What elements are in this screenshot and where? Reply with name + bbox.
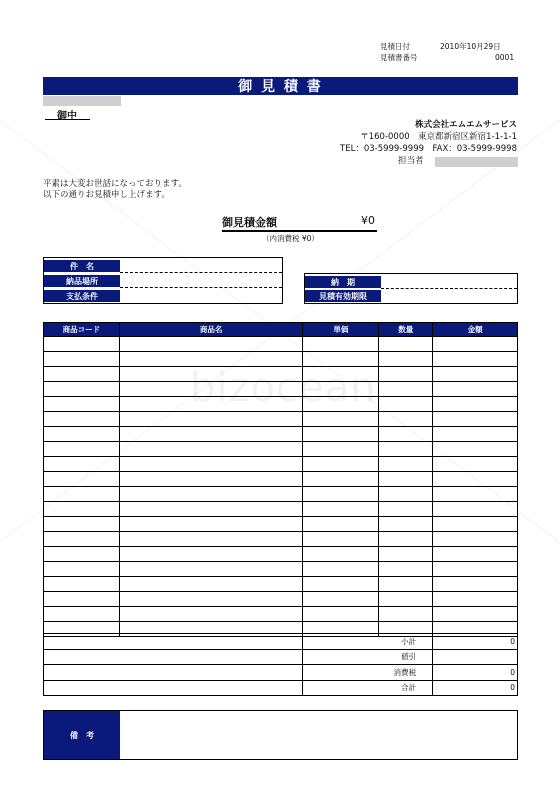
cell-quantity[interactable] — [379, 337, 433, 352]
cell-product-name[interactable] — [119, 592, 303, 607]
estimate-date-label: 見積日付 — [380, 42, 410, 51]
cell-product-code[interactable] — [44, 517, 120, 532]
cell-amount[interactable] — [433, 607, 518, 622]
person-name-field[interactable] — [435, 157, 518, 167]
cell-product-name[interactable] — [119, 547, 303, 562]
cell-product-code[interactable] — [44, 577, 120, 592]
table-row — [44, 562, 518, 577]
cell-quantity[interactable] — [379, 427, 433, 442]
tax-value: 0 — [433, 665, 518, 681]
cell-product-name[interactable] — [119, 427, 303, 442]
cell-quantity[interactable] — [379, 577, 433, 592]
cell-quantity[interactable] — [379, 592, 433, 607]
header-quantity: 数量 — [379, 323, 433, 337]
cell-amount[interactable] — [433, 457, 518, 472]
conditions-box-left — [43, 257, 283, 304]
cell-amount[interactable] — [433, 472, 518, 487]
cell-unit-price[interactable] — [303, 517, 379, 532]
total-amount-label: 御見積金額 — [222, 216, 277, 229]
cell-quantity[interactable] — [379, 547, 433, 562]
cell-product-code[interactable] — [44, 487, 120, 502]
subtotal-label: 小計 — [303, 634, 433, 650]
cell-amount[interactable] — [433, 352, 518, 367]
grand-total-value: 0 — [433, 680, 518, 696]
cell-unit-price[interactable] — [303, 592, 379, 607]
table-row — [44, 487, 518, 502]
cell-product-name[interactable] — [119, 337, 303, 352]
table-row — [44, 457, 518, 472]
validity-label: 見積有効期限 — [305, 290, 381, 302]
cell-unit-price[interactable] — [303, 547, 379, 562]
cell-amount[interactable] — [433, 487, 518, 502]
total-amount-line — [222, 214, 377, 232]
cell-product-code[interactable] — [44, 502, 120, 517]
cell-product-code[interactable] — [44, 592, 120, 607]
remarks-box — [43, 710, 518, 760]
cell-product-code[interactable] — [44, 382, 120, 397]
table-row — [44, 547, 518, 562]
table-row — [44, 532, 518, 547]
table-row — [44, 427, 518, 442]
cell-amount[interactable] — [433, 502, 518, 517]
cell-unit-price[interactable] — [303, 577, 379, 592]
grand-total-label: 合計 — [303, 680, 433, 696]
cell-product-code[interactable] — [44, 367, 120, 382]
cell-unit-price[interactable] — [303, 457, 379, 472]
table-row — [44, 442, 518, 457]
watermark: bizocean — [190, 365, 377, 411]
cell-quantity[interactable] — [379, 502, 433, 517]
discount-label: 値引 — [303, 649, 433, 665]
totals-row-tax — [44, 665, 518, 681]
totals-row-subtotal — [44, 634, 518, 650]
cell-product-name[interactable] — [119, 442, 303, 457]
cell-amount[interactable] — [433, 547, 518, 562]
cell-product-name[interactable] — [119, 472, 303, 487]
cell-unit-price[interactable] — [303, 442, 379, 457]
delivery-place-label: 納品場所 — [44, 275, 120, 287]
cell-amount[interactable] — [433, 532, 518, 547]
table-row — [44, 412, 518, 427]
table-row — [44, 472, 518, 487]
cell-quantity[interactable] — [379, 397, 433, 412]
cell-product-code[interactable] — [44, 412, 120, 427]
cell-quantity[interactable] — [379, 412, 433, 427]
cell-quantity[interactable] — [379, 517, 433, 532]
cell-amount[interactable] — [433, 592, 518, 607]
cell-unit-price[interactable] — [303, 502, 379, 517]
cell-unit-price[interactable] — [303, 472, 379, 487]
cell-product-name[interactable] — [119, 487, 303, 502]
cell-product-code[interactable] — [44, 397, 120, 412]
remarks-input[interactable] — [121, 711, 517, 759]
table-row — [44, 517, 518, 532]
cell-product-code[interactable] — [44, 562, 120, 577]
header-amount: 金額 — [433, 323, 518, 337]
table-row — [44, 607, 518, 622]
cell-quantity[interactable] — [379, 442, 433, 457]
cell-amount[interactable] — [433, 397, 518, 412]
cell-amount[interactable] — [433, 337, 518, 352]
remarks-label: 備 考 — [44, 711, 120, 759]
cell-amount[interactable] — [433, 562, 518, 577]
cell-unit-price[interactable] — [303, 487, 379, 502]
cell-product-name[interactable] — [119, 502, 303, 517]
cell-product-code[interactable] — [44, 352, 120, 367]
header-unit-price: 単価 — [303, 323, 379, 337]
totals-row-discount — [44, 649, 518, 665]
cell-amount[interactable] — [433, 577, 518, 592]
cell-product-code[interactable] — [44, 607, 120, 622]
cell-quantity[interactable] — [379, 472, 433, 487]
delivery-date-label: 納 期 — [305, 276, 381, 288]
person-label: 担当者 — [398, 156, 424, 166]
company-name: 株式会社エムエムサービス — [415, 120, 517, 130]
table-row — [44, 337, 518, 352]
header-product-name: 商品名 — [119, 323, 303, 337]
cell-quantity[interactable] — [379, 562, 433, 577]
cell-product-code[interactable] — [44, 337, 120, 352]
cell-product-code[interactable] — [44, 547, 120, 562]
subtotal-value: 0 — [433, 634, 518, 650]
table-row — [44, 592, 518, 607]
estimate-date-value: 2010年10月29日 — [440, 42, 501, 51]
cell-unit-price[interactable] — [303, 412, 379, 427]
cell-quantity[interactable] — [379, 457, 433, 472]
cell-unit-price[interactable] — [303, 562, 379, 577]
cell-amount[interactable] — [433, 442, 518, 457]
cell-unit-price[interactable] — [303, 607, 379, 622]
cell-amount[interactable] — [433, 412, 518, 427]
cell-amount[interactable] — [433, 367, 518, 382]
document-title: 御 見 積 書 — [43, 77, 518, 95]
cell-product-name[interactable] — [119, 532, 303, 547]
cell-product-name[interactable] — [119, 412, 303, 427]
estimate-number-value: 0001 — [495, 53, 515, 62]
cell-amount[interactable] — [433, 427, 518, 442]
conditions-box-right — [304, 273, 518, 304]
cell-quantity[interactable] — [379, 367, 433, 382]
discount-value — [433, 649, 518, 665]
cell-amount[interactable] — [433, 517, 518, 532]
table-row — [44, 577, 518, 592]
cell-product-code[interactable] — [44, 442, 120, 457]
payment-terms-label: 支払条件 — [44, 290, 120, 302]
greeting-line-2: 以下の通りお見積申し上げます。 — [43, 190, 170, 200]
cell-quantity[interactable] — [379, 607, 433, 622]
company-contact: TEL：03-5999-9999 FAX：03-5999-9998 — [340, 144, 517, 154]
items-header-row — [44, 323, 518, 337]
cell-product-code[interactable] — [44, 457, 120, 472]
totals-table — [43, 633, 518, 696]
cell-product-name[interactable] — [119, 517, 303, 532]
cell-product-name[interactable] — [119, 562, 303, 577]
company-address: 〒160-0000 東京都新宿区新宿1-1-1-1 — [360, 132, 517, 142]
table-row — [44, 502, 518, 517]
estimate-number-label: 見積書番号 — [380, 53, 418, 62]
totals-row-grand-total — [44, 680, 518, 696]
cell-product-code[interactable] — [44, 427, 120, 442]
cell-quantity[interactable] — [379, 382, 433, 397]
cell-quantity[interactable] — [379, 352, 433, 367]
cell-unit-price[interactable] — [303, 337, 379, 352]
subject-label: 件 名 — [44, 260, 120, 272]
cell-amount[interactable] — [433, 382, 518, 397]
cell-quantity[interactable] — [379, 532, 433, 547]
total-amount-value: ¥0 — [361, 214, 375, 227]
cell-product-name[interactable] — [119, 577, 303, 592]
cell-unit-price[interactable] — [303, 427, 379, 442]
cell-product-code[interactable] — [44, 472, 120, 487]
cell-product-name[interactable] — [119, 607, 303, 622]
recipient-suffix: 御中 — [45, 107, 90, 120]
tax-note: （内消費税 ¥0） — [262, 234, 319, 243]
cell-unit-price[interactable] — [303, 532, 379, 547]
cell-quantity[interactable] — [379, 487, 433, 502]
tax-label: 消費税 — [303, 665, 433, 681]
cell-product-code[interactable] — [44, 532, 120, 547]
recipient-name-field[interactable] — [43, 96, 121, 106]
header-product-code: 商品コード — [44, 323, 120, 337]
cell-product-name[interactable] — [119, 457, 303, 472]
greeting-line-1: 平素は大変お世話になっております。 — [43, 179, 187, 189]
